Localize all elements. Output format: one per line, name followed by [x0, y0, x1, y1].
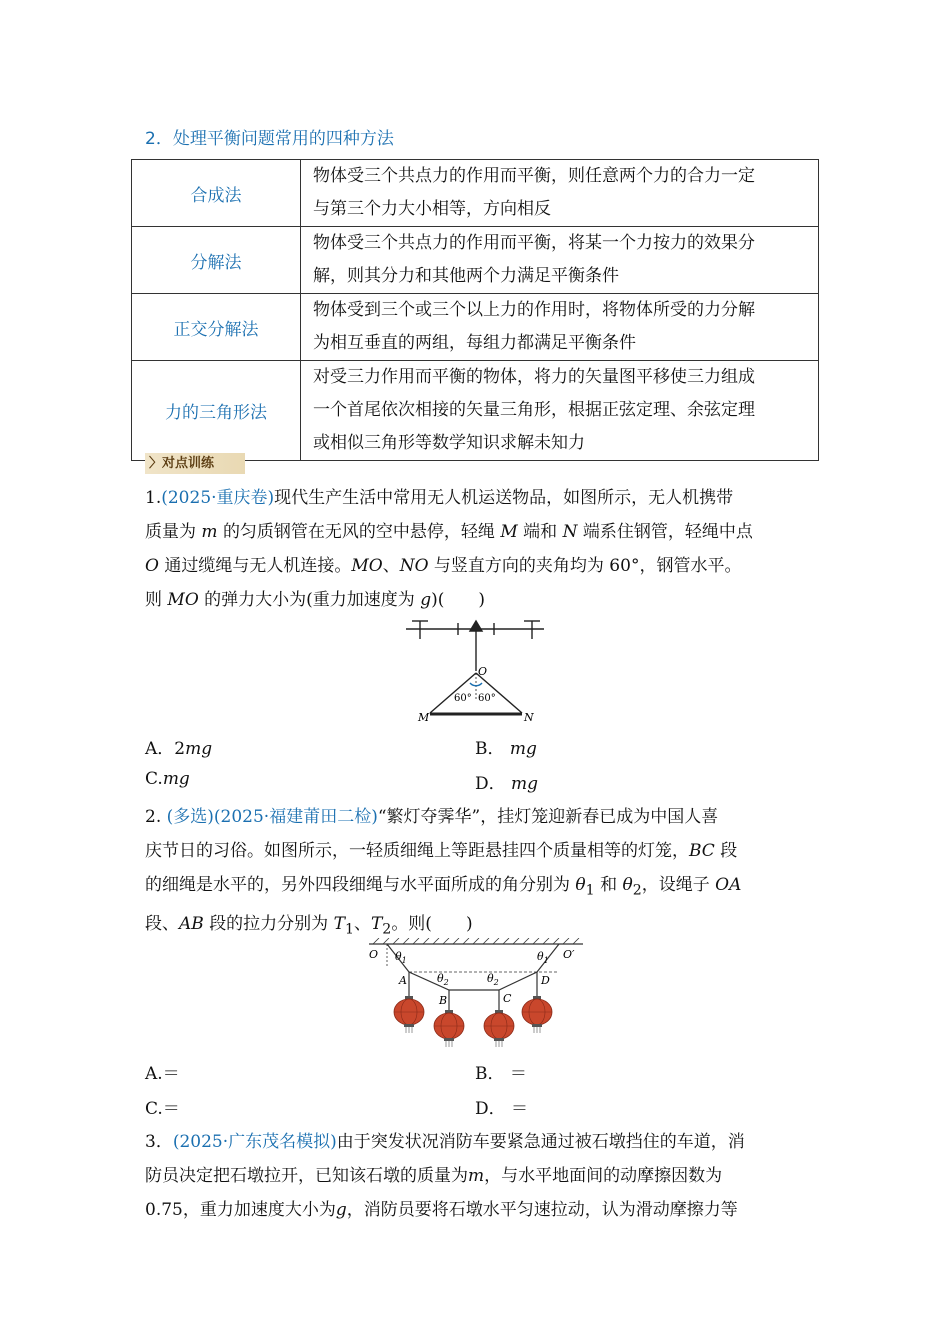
- table-row: [132, 361, 819, 461]
- q1-option-d[interactable]: D． mg: [475, 774, 539, 794]
- table-row: [132, 294, 819, 361]
- q2-line-2: 庆节日的习俗。如图所示，一轻质细绳上等距悬挂四个质量相等的灯笼，BC 段: [145, 841, 738, 861]
- q2-option-a[interactable]: A.＝: [145, 1064, 180, 1084]
- fig-label-o: O: [369, 948, 379, 961]
- question-2: [145, 800, 810, 947]
- method-desc: [301, 227, 819, 294]
- fig-label-d: D: [541, 974, 550, 987]
- desc-line: 物体受三个共点力的作用而平衡，将某一个力按力的效果分: [313, 233, 755, 253]
- drone-figure: [400, 617, 550, 727]
- q2-option-b[interactable]: B． ＝: [475, 1064, 527, 1084]
- fig-angle-left: 60°: [454, 693, 472, 704]
- q2-line-1: 2. (多选)(2025·福建莆田二检)“繁灯夺霁华”，挂灯笼迎新春已成为中国人喜: [145, 807, 719, 827]
- fig-angle-right: 60°: [478, 693, 496, 704]
- desc-line: 解，则其分力和其他两个力满足平衡条件: [313, 266, 619, 286]
- q2-option-c[interactable]: C.＝: [145, 1099, 180, 1119]
- desc-line: 与第三个力大小相等，方向相反: [313, 199, 551, 219]
- fig-theta-2-left: $\theta_2$: [437, 972, 449, 987]
- question-1: [145, 481, 810, 617]
- desc-line: 或相似三角形等数学知识求解未知力: [313, 433, 585, 453]
- fig-label-o: O: [478, 665, 488, 678]
- q2-line-4: 段、AB 段的拉力分别为 $T_1$、$T_2$。则( ): [145, 914, 473, 938]
- fig-label-m: M: [418, 711, 430, 724]
- methods-table: [131, 159, 819, 461]
- method-name: 力的三角形法: [132, 361, 301, 461]
- fig-theta-1-right: $\theta_1$: [537, 950, 549, 965]
- fig-theta-1-left: $\theta_1$: [395, 950, 407, 965]
- method-name: 分解法: [132, 227, 301, 294]
- q1-option-b[interactable]: B． mg: [475, 739, 537, 759]
- q1-option-c[interactable]: C.mg: [145, 769, 190, 789]
- desc-line: 为相互垂直的两组，每组力都满足平衡条件: [313, 333, 636, 353]
- q2-option-d[interactable]: D． ＝: [475, 1099, 529, 1119]
- method-name: 正交分解法: [132, 294, 301, 361]
- lantern-figure: [365, 938, 587, 1050]
- q1-line-2: 质量为 m 的匀质钢管在无风的空中悬停，轻绳 M 端和 N 端系住钢管，轻绳中点: [145, 522, 753, 542]
- q3-line-3: 0.75，重力加速度大小为g，消防员要将石墩水平匀速拉动，认为滑动摩擦力等: [145, 1200, 738, 1220]
- fig-label-a: A: [399, 974, 407, 987]
- q1-line-4: 则 MO 的弹力大小为(重力加速度为 g)( ): [145, 590, 485, 610]
- desc-line: 物体受到三个或三个以上力的作用时，将物体所受的力分解: [313, 300, 755, 320]
- q3-line-2: 防员决定把石墩拉开，已知该石墩的质量为m，与水平地面间的动摩擦因数为: [145, 1166, 723, 1186]
- question-3: [145, 1125, 810, 1227]
- chevron-right-icon: 〉: [149, 456, 163, 471]
- practice-tag: [145, 453, 245, 474]
- fig-label-n: N: [524, 711, 534, 724]
- q3-line-1: 3．(2025·广东茂名模拟)由于突发状况消防车要紧急通过被石墩挡住的车道，消: [145, 1132, 745, 1152]
- method-desc: [301, 361, 819, 461]
- method-name: 合成法: [132, 160, 301, 227]
- q1-line-1: 1.(2025·重庆卷)现代生产生活中常用无人机运送物品，如图所示，无人机携带: [145, 488, 734, 508]
- section-title: 2．处理平衡问题常用的四种方法: [145, 129, 394, 149]
- fig-theta-2-right: $\theta_2$: [487, 972, 499, 987]
- q2-line-3: 的细绳是水平的，另外四段细绳与水平面所成的角分别为 $\theta_1$ 和 $\theta_2$，设绳子 OA: [145, 875, 742, 899]
- fig-label-c: C: [503, 992, 512, 1005]
- q1-option-a[interactable]: A．2mg: [145, 739, 213, 759]
- fig-label-b: B: [439, 994, 448, 1007]
- desc-line: 一个首尾依次相接的矢量三角形，根据正弦定理、余弦定理: [313, 400, 755, 420]
- desc-line: 物体受三个共点力的作用而平衡，则任意两个力的合力一定: [313, 166, 755, 186]
- desc-line: 对受三力作用而平衡的物体，将力的矢量图平移使三力组成: [313, 367, 755, 387]
- table-row: [132, 227, 819, 294]
- practice-tag-label: 对点训练: [162, 456, 215, 471]
- fig-label-o-prime: O′: [563, 948, 575, 961]
- q1-line-3: O 通过缆绳与无人机连接。MO、NO 与竖直方向的夹角均为 60°，钢管水平。: [145, 556, 742, 576]
- table-row: [132, 160, 819, 227]
- method-desc: [301, 294, 819, 361]
- method-desc: [301, 160, 819, 227]
